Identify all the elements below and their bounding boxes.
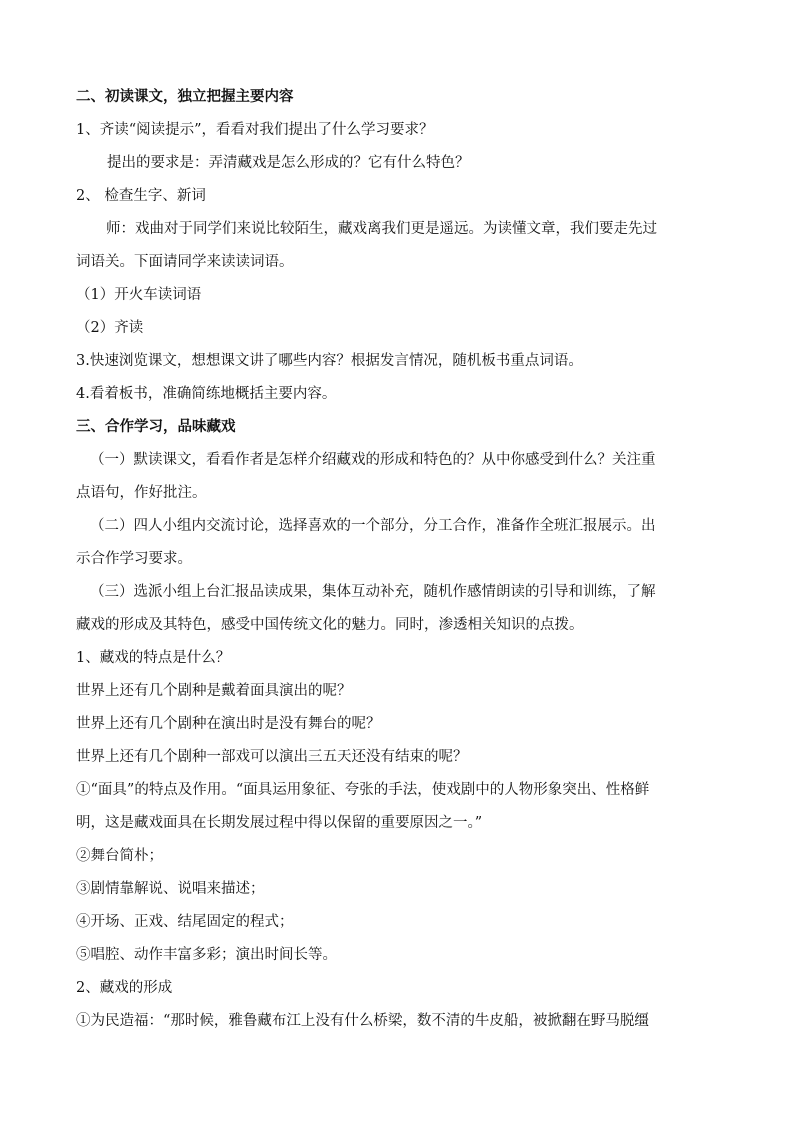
text-line: 1、藏戏的特点是什么？ [76, 650, 231, 666]
text-line: 词语关。下面请同学来读读词语。 [76, 254, 294, 270]
text-line: 示合作学习要求。 [76, 551, 192, 567]
text-line: ⑤唱腔、动作丰富多彩；演出时间长等。 [76, 947, 337, 963]
text-line: 世界上还有几个剧种在演出时是没有舞台的呢？ [76, 716, 381, 732]
text-line: 4.看着板书，准确简练地概括主要内容。 [76, 386, 337, 402]
section-heading: 二、初读课文，独立把握主要内容 [76, 88, 294, 105]
text-line: （二）四人小组内交流讨论，选择喜欢的一个部分，分工合作，准备作全班汇报展示。出 [90, 518, 656, 534]
text-line: ③剧情靠解说、说唱来描述； [76, 881, 265, 897]
text-line: ①为民造福：“那时候，雅鲁藏布江上没有什么桥梁，数不清的牛皮船，被掀翻在野马脱缰 [76, 1013, 649, 1029]
text-line: 师：戏曲对于同学们来说比较陌生，藏戏离我们更是遥远。为读懂文章，我们要走先过 [106, 221, 657, 237]
text-line: ②舞台简朴； [76, 848, 163, 864]
text-line: 3.快速浏览课文，想想课文讲了哪些内容？根据发言情况，随机板书重点词语。 [76, 353, 583, 369]
text-line: 点语句，作好批注。 [76, 485, 207, 501]
text-line: 明，这是藏戏面具在长期发展过程中得以保留的重要原因之一。” [76, 815, 483, 831]
text-line: 2、 检查生字、新词 [76, 188, 206, 204]
section-heading: 三、合作学习，品味藏戏 [76, 418, 236, 435]
text-line: ①“面具”的特点及作用。“面具运用象征、夸张的手法，使戏剧中的人物形象突出、性格鲜 [76, 782, 650, 798]
text-line: （一）默读课文，看看作者是怎样介绍藏戏的形成和特色的？从中你感受到什么？关注重 [90, 452, 656, 468]
text-line: ④开场、正戏、结尾固定的程式； [76, 914, 294, 930]
text-line: 世界上还有几个剧种是戴着面具演出的呢？ [76, 683, 352, 699]
text-line: 世界上还有几个剧种一部戏可以演出三五天还没有结束的呢？ [76, 749, 468, 765]
text-line: （1）开火车读词语 [76, 287, 202, 303]
text-line: （2）齐读 [76, 320, 144, 336]
text-line: 藏戏的形成及其特色，感受中国传统文化的魅力。同时，渗透相关知识的点拨。 [76, 617, 584, 633]
text-line: （三）选派小组上台汇报品读成果，集体互动补充，随机作感情朗读的引导和训练，了解 [90, 584, 656, 600]
text-line: 2、藏戏的形成 [76, 980, 173, 996]
text-line: 提出的要求是：弄清藏戏是怎么形成的？它有什么特色？ [107, 155, 470, 171]
text-line: 1、齐读“阅读提示”，看看对我们提出了什么学习要求？ [76, 122, 434, 138]
